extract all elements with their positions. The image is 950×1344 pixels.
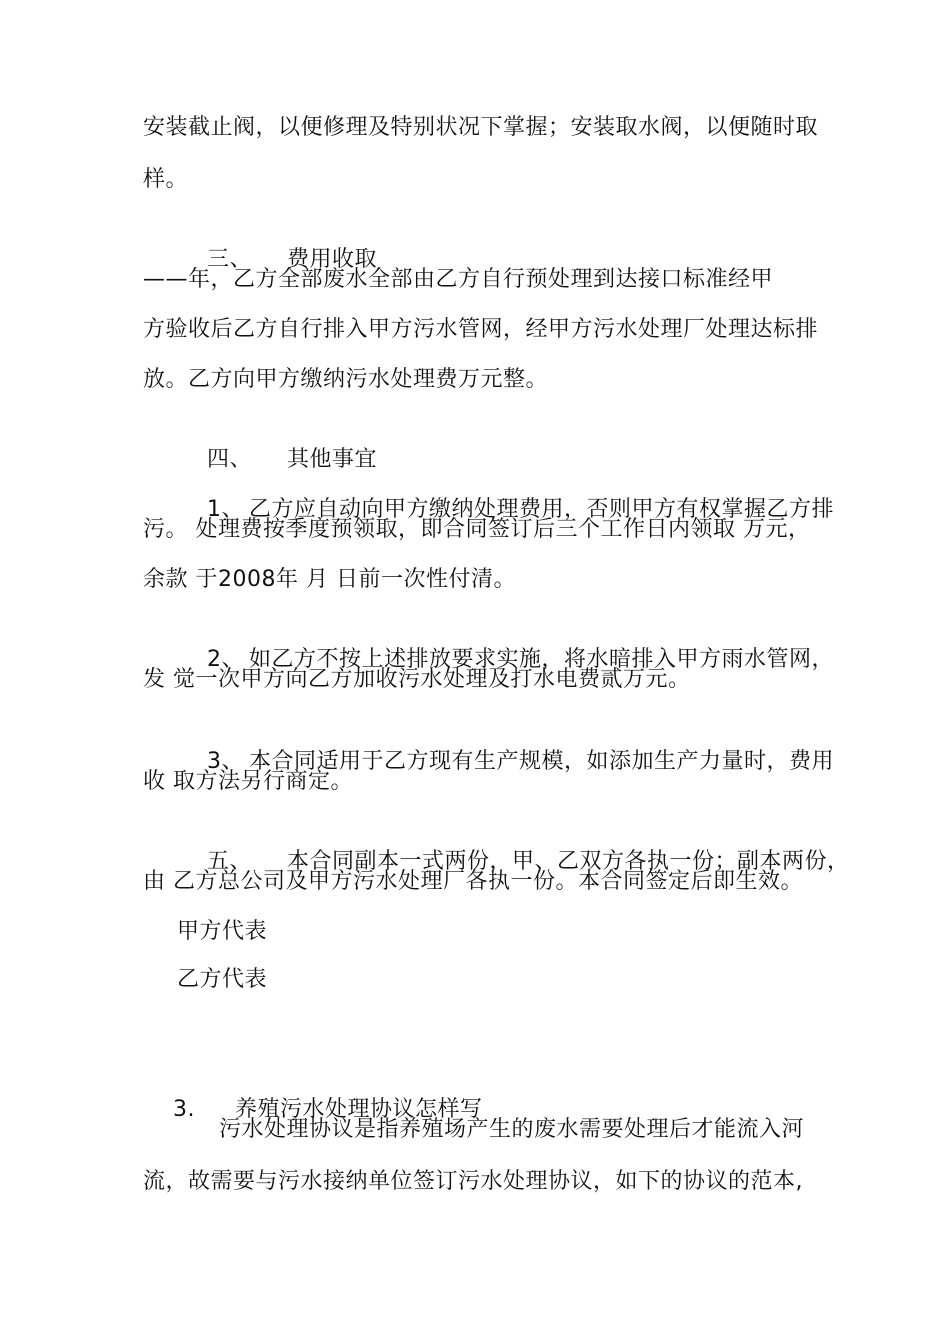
paragraph-line: 由 乙方总公司及甲方污水处理厂各执一份。本合同签定后即生效。 <box>143 869 803 894</box>
paragraph-line: 污水处理协议是指养殖场产生的废水需要处理后才能流入河 <box>219 1117 805 1142</box>
paragraph-line: 余款 于2008年 月 日前一次性付清。 <box>143 567 516 592</box>
paragraph-line: 发 觉一次甲方向乙方加收污水处理及打水电费贰万元。 <box>143 667 691 692</box>
paragraph-line: 安装截止阀，以便修理及特别状况下掌握；安装取水阀，以便随时取 <box>143 115 819 140</box>
signature-party-b: 乙方代表 <box>177 967 268 992</box>
section-text: 本合同副本一式两份，甲、乙双方各执一份；副本两份， <box>286 849 850 874</box>
section-number: 三、 <box>206 247 252 272</box>
signature-party-a: 甲方代表 <box>177 919 268 944</box>
paragraph-line: 方验收后乙方自行排入甲方污水管网，经甲方污水处理厂处理达标排 <box>143 317 819 342</box>
heading-number: 3. <box>172 1097 195 1122</box>
paragraph-line: 流，故需要与污水接纳单位签订污水处理协议，如下的协议的范本, <box>143 1169 803 1194</box>
section-title: 费用收取 <box>286 247 377 272</box>
paragraph-line: 放。乙方向甲方缴纳污水处理费万元整。 <box>143 367 549 392</box>
section-title: 其他事宜 <box>286 447 377 472</box>
heading-title: 养殖污水处理协议怎样写 <box>234 1097 483 1122</box>
item-number: 3、 <box>206 749 244 774</box>
item-number: 2、 <box>206 647 244 672</box>
item-number: 1、 <box>206 497 244 522</box>
item-text: 如乙方不按上述排放要求实施，将水暗排入甲方雨水管网， <box>248 647 834 672</box>
paragraph-line: ——年，乙方全部废水全部由乙方自行预处理到达接口标准经甲 <box>143 267 774 292</box>
section-number: 四、 <box>206 447 252 472</box>
item-text: 本合同适用于乙方现有生产规模，如添加生产力量时，费用 <box>248 749 834 774</box>
paragraph-line: 样。 <box>143 167 189 192</box>
item-text: 乙方应自动向甲方缴纳处理费用，否则甲方有权掌握乙方排 <box>248 497 834 522</box>
paragraph-line: 收 取方法另行商定。 <box>143 769 353 794</box>
section-number: 五、 <box>206 849 252 874</box>
paragraph-line: 污。 处理费按季度预领取，即合同签订后三个工作日内领取 万元， <box>143 517 811 542</box>
